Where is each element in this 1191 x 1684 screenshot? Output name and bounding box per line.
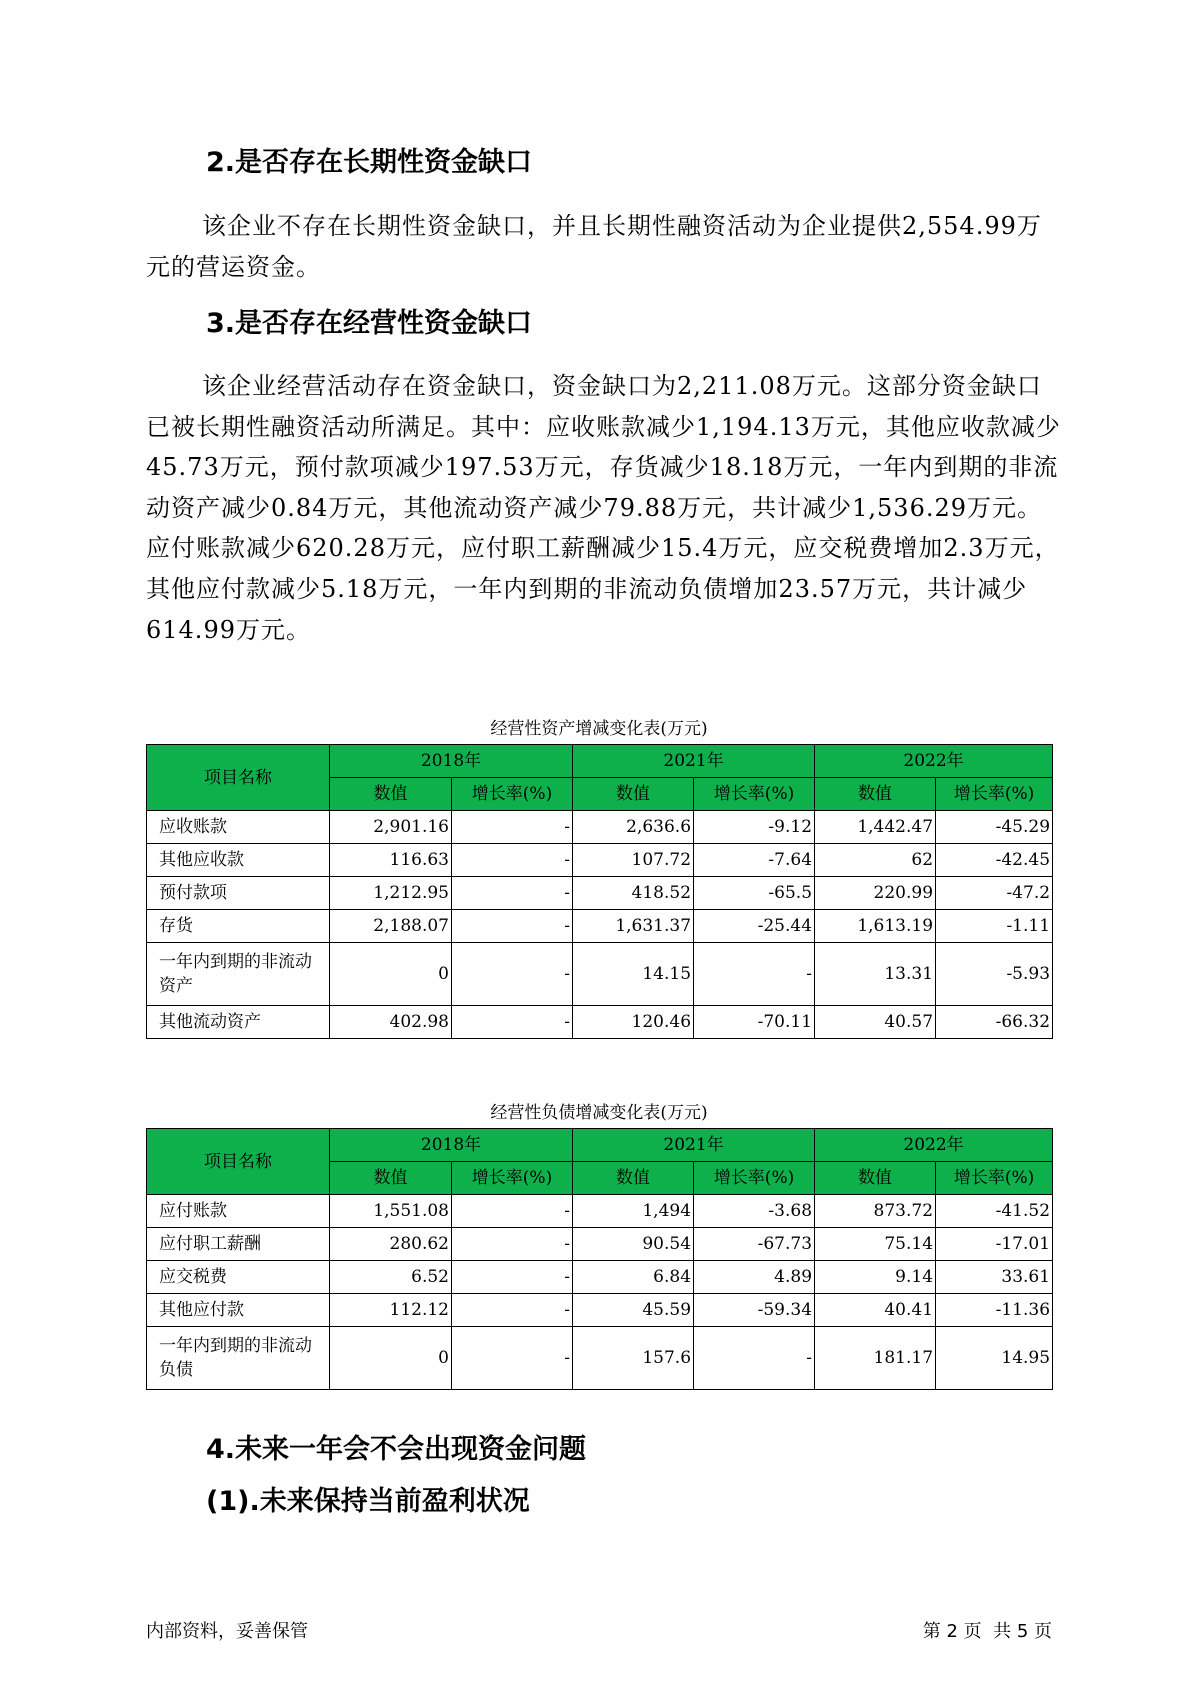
column-header-value: 数值	[330, 778, 452, 811]
table-cell: 45.59	[573, 1294, 694, 1327]
table-cell: -67.73	[694, 1228, 815, 1261]
table-cell: 2,636.6	[573, 811, 694, 844]
table-cell: -41.52	[936, 1195, 1053, 1228]
table-row	[147, 811, 1053, 844]
table-cell: -47.2	[936, 877, 1053, 910]
table-cell: 418.52	[573, 877, 694, 910]
column-header-year: 2022年	[815, 1129, 1053, 1162]
row-label: 应付职工薪酬	[147, 1228, 330, 1261]
table-row	[147, 1261, 1053, 1294]
column-header-year: 2018年	[330, 1129, 573, 1162]
column-header-value: 数值	[573, 1162, 694, 1195]
asset-change-table	[146, 744, 1053, 1039]
row-label: 预付款项	[147, 877, 330, 910]
table-cell: 157.6	[573, 1327, 694, 1390]
liability-change-table	[146, 1128, 1053, 1390]
table-cell: -9.12	[694, 811, 815, 844]
row-label: 应交税费	[147, 1261, 330, 1294]
table-cell: 0	[330, 1327, 452, 1390]
table-cell: -	[452, 844, 573, 877]
column-header-value: 数值	[330, 1162, 452, 1195]
table-cell: 14.95	[936, 1327, 1053, 1390]
column-header-growth-rate: 增长率(%)	[936, 1162, 1053, 1195]
table-cell: 1,551.08	[330, 1195, 452, 1228]
column-header-growth-rate: 增长率(%)	[452, 778, 573, 811]
table-cell: 116.63	[330, 844, 452, 877]
column-header-year: 2021年	[573, 745, 815, 778]
sub-heading-current-profitability: (1).未来保持当前盈利状况	[206, 1486, 530, 1517]
column-header-year: 2021年	[573, 1129, 815, 1162]
table-cell: 14.15	[573, 943, 694, 1006]
table-cell: -	[452, 811, 573, 844]
table-cell: 1,212.95	[330, 877, 452, 910]
operating-gap-paragraph: 该企业经营活动存在资金缺口，资金缺口为2,211.08万元。这部分资金缺口已被长期性融资活动所满足。其中：应收账款减少1,194.13万元，其他应收款减少45.73万元，预付款项减少197.53万元，存货减少18.18万元，一年内到期的非流动资产减少0.84万元，其他流动资产减少79.88万元，共计减少1,536.29万元。应付账款减少620.28万元，应付职工薪酬减少15.4万元，应交税费增加2.3万元，其他应付款减少5.18万元，一年内到期的非流动负债增加23.57万元，共计减少614.99万元。	[146, 372, 1061, 644]
table-cell: -25.44	[694, 910, 815, 943]
row-label: 一年内到期的非流动资产	[147, 943, 330, 1006]
table-cell: 13.31	[815, 943, 936, 1006]
table-row	[147, 1327, 1053, 1390]
column-header-growth-rate: 增长率(%)	[452, 1162, 573, 1195]
column-header-growth-rate: 增长率(%)	[694, 1162, 815, 1195]
table-cell: -17.01	[936, 1228, 1053, 1261]
long-term-gap-paragraph: 该企业不存在长期性资金缺口，并且长期性融资活动为企业提供2,554.99万元的营运资金。	[146, 212, 1042, 281]
table-cell: -	[452, 877, 573, 910]
table-cell: 107.72	[573, 844, 694, 877]
table-cell: 40.57	[815, 1006, 936, 1039]
table-row	[147, 1195, 1053, 1228]
column-header-value: 数值	[815, 778, 936, 811]
table-cell: -66.32	[936, 1006, 1053, 1039]
table-cell: -3.68	[694, 1195, 815, 1228]
column-header-value: 数值	[815, 1162, 936, 1195]
section-heading-operating-gap: 3.是否存在经营性资金缺口	[206, 308, 533, 339]
table-cell: -	[452, 943, 573, 1006]
table-cell: 181.17	[815, 1327, 936, 1390]
table-row	[147, 877, 1053, 910]
liability-table-caption: 经营性负债增减变化表(万元)	[490, 1103, 708, 1123]
row-label: 一年内到期的非流动负债	[147, 1327, 330, 1390]
table-row	[147, 1294, 1053, 1327]
column-header-year: 2018年	[330, 745, 573, 778]
table-cell: 2,188.07	[330, 910, 452, 943]
table-cell: 1,494	[573, 1195, 694, 1228]
table-cell: 112.12	[330, 1294, 452, 1327]
row-label: 其他应付款	[147, 1294, 330, 1327]
table-row	[147, 1228, 1053, 1261]
row-label: 应收账款	[147, 811, 330, 844]
table-cell: 1,631.37	[573, 910, 694, 943]
table-cell: 1,442.47	[815, 811, 936, 844]
table-cell: -7.64	[694, 844, 815, 877]
table-cell: -	[452, 1228, 573, 1261]
row-label: 其他流动资产	[147, 1006, 330, 1039]
table-cell: 33.61	[936, 1261, 1053, 1294]
table-cell: -5.93	[936, 943, 1053, 1006]
table-cell: 9.14	[815, 1261, 936, 1294]
column-header-growth-rate: 增长率(%)	[936, 778, 1053, 811]
table-cell: -	[452, 910, 573, 943]
table-cell: -1.11	[936, 910, 1053, 943]
table-cell: 120.46	[573, 1006, 694, 1039]
table-cell: -11.36	[936, 1294, 1053, 1327]
column-header-item-name: 项目名称	[147, 1129, 330, 1195]
footer-confidential-note: 内部资料，妥善保管	[146, 1621, 308, 1642]
table-cell: -	[452, 1006, 573, 1039]
table-cell: 280.62	[330, 1228, 452, 1261]
table-cell: 6.84	[573, 1261, 694, 1294]
table-cell: -	[452, 1195, 573, 1228]
asset-table-caption: 经营性资产增减变化表(万元)	[490, 719, 708, 739]
table-cell: 4.89	[694, 1261, 815, 1294]
section-heading-future-funding: 4.未来一年会不会出现资金问题	[206, 1434, 587, 1465]
table-cell: 220.99	[815, 877, 936, 910]
table-cell: -65.5	[694, 877, 815, 910]
table-cell: 90.54	[573, 1228, 694, 1261]
table-cell: 2,901.16	[330, 811, 452, 844]
row-label: 应付账款	[147, 1195, 330, 1228]
table-cell: 873.72	[815, 1195, 936, 1228]
table-row	[147, 1006, 1053, 1039]
footer-page-number: 第 2 页 共 5 页	[922, 1621, 1052, 1642]
table-cell: -42.45	[936, 844, 1053, 877]
table-row	[147, 844, 1053, 877]
table-row	[147, 943, 1053, 1006]
table-cell: -45.29	[936, 811, 1053, 844]
table-cell: 40.41	[815, 1294, 936, 1327]
table-cell: -	[452, 1261, 573, 1294]
table-cell: -70.11	[694, 1006, 815, 1039]
table-cell: 402.98	[330, 1006, 452, 1039]
table-cell: -	[694, 1327, 815, 1390]
column-header-item-name: 项目名称	[147, 745, 330, 811]
table-cell: 75.14	[815, 1228, 936, 1261]
table-cell: 62	[815, 844, 936, 877]
column-header-growth-rate: 增长率(%)	[694, 778, 815, 811]
table-cell: -59.34	[694, 1294, 815, 1327]
section-heading-long-term-gap: 2.是否存在长期性资金缺口	[206, 147, 533, 178]
table-cell: 6.52	[330, 1261, 452, 1294]
table-cell: -	[694, 943, 815, 1006]
table-cell: -	[452, 1327, 573, 1390]
row-label: 其他应收款	[147, 844, 330, 877]
table-cell: 0	[330, 943, 452, 1006]
row-label: 存货	[147, 910, 330, 943]
column-header-value: 数值	[573, 778, 694, 811]
table-cell: 1,613.19	[815, 910, 936, 943]
table-cell: -	[452, 1294, 573, 1327]
column-header-year: 2022年	[815, 745, 1053, 778]
table-row	[147, 910, 1053, 943]
